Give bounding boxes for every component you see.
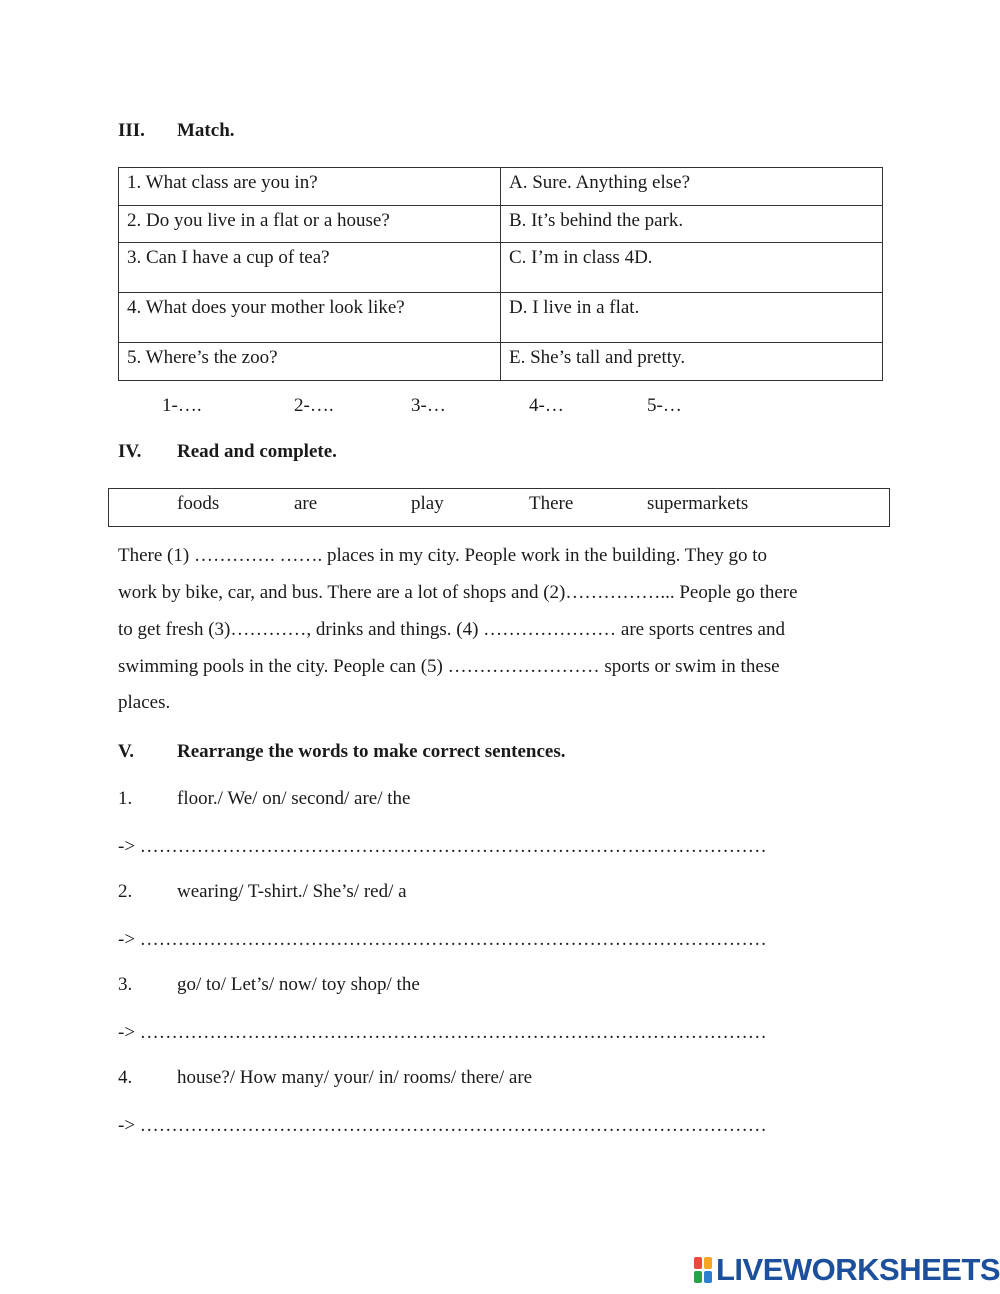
section-4-number: IV. xyxy=(118,441,142,462)
item-number: 1. xyxy=(118,788,133,809)
table-row xyxy=(119,243,883,293)
table-row xyxy=(119,168,883,206)
answer-cell: C. I’m in class 4D. xyxy=(501,243,883,293)
answer-line[interactable]: -> ……………………………………………………………………………………… xyxy=(118,1022,767,1043)
liveworksheets-logo xyxy=(694,1252,1000,1287)
answer-blank-4[interactable]: 4-… xyxy=(529,395,564,416)
table-row xyxy=(119,343,883,381)
table-row xyxy=(119,293,883,343)
question-cell: 4. What does your mother look like? xyxy=(119,293,501,343)
answer-blank-1[interactable]: 1-…. xyxy=(162,395,202,416)
passage-line: places. xyxy=(118,692,171,713)
answer-cell: B. It’s behind the park. xyxy=(501,206,883,243)
answer-cell: D. I live in a flat. xyxy=(501,293,883,343)
logo-block xyxy=(694,1257,702,1269)
match-table xyxy=(118,167,883,381)
question-cell: 3. Can I have a cup of tea? xyxy=(119,243,501,293)
item-number: 4. xyxy=(118,1067,133,1088)
question-cell: 2. Do you live in a flat or a house? xyxy=(119,206,501,243)
passage-line: to get fresh (3)…………, drinks and things. (4) ………………… are sports centres and xyxy=(118,619,785,640)
scrambled-words: floor./ We/ on/ second/ are/ the xyxy=(177,788,411,809)
answer-blank-5[interactable]: 5-… xyxy=(647,395,682,416)
question-cell: 5. Where’s the zoo? xyxy=(119,343,501,381)
passage-line: work by bike, car, and bus. There are a lot of shops and (2)……………... People go there xyxy=(118,582,798,603)
word-bank-item: supermarkets xyxy=(647,493,749,514)
section-4-title: Read and complete. xyxy=(177,441,337,462)
logo-text: LIVEWORKSHEETS xyxy=(716,1252,1000,1287)
section-5-title: Rearrange the words to make correct sentences. xyxy=(177,741,566,762)
word-bank-item: are xyxy=(294,493,318,514)
item-number: 2. xyxy=(118,881,133,902)
section-5-number: V. xyxy=(118,741,135,762)
word-bank-item: There xyxy=(529,493,574,514)
word-bank-item: play xyxy=(411,493,444,514)
section-3-title: Match. xyxy=(177,120,235,141)
scrambled-words: wearing/ T-shirt./ She’s/ red/ a xyxy=(177,881,407,902)
passage-line: swimming pools in the city. People can (5) …………………… sports or swim in these xyxy=(118,656,780,677)
logo-block xyxy=(704,1271,712,1283)
item-number: 3. xyxy=(118,974,133,995)
word-bank-item: foods xyxy=(177,493,220,514)
answer-line[interactable]: -> ……………………………………………………………………………………… xyxy=(118,1115,767,1136)
answer-line[interactable]: -> ……………………………………………………………………………………… xyxy=(118,836,767,857)
logo-block xyxy=(704,1257,712,1269)
scrambled-words: house?/ How many/ your/ in/ rooms/ there/ are xyxy=(177,1067,533,1088)
answer-blank-2[interactable]: 2-…. xyxy=(294,395,334,416)
passage-line: There (1) …………. ……. places in my city. People work in the building. They go to xyxy=(118,545,768,566)
answer-cell: E. She’s tall and pretty. xyxy=(501,343,883,381)
answer-line[interactable]: -> ……………………………………………………………………………………… xyxy=(118,929,767,950)
section-3-number: III. xyxy=(118,120,145,141)
table-row xyxy=(119,206,883,243)
logo-block xyxy=(694,1271,702,1283)
scrambled-words: go/ to/ Let’s/ now/ toy shop/ the xyxy=(177,974,420,995)
word-bank xyxy=(108,488,890,527)
answer-cell: A. Sure. Anything else? xyxy=(501,168,883,206)
question-cell: 1. What class are you in? xyxy=(119,168,501,206)
logo-icon xyxy=(694,1257,712,1283)
answer-blank-3[interactable]: 3-… xyxy=(411,395,446,416)
